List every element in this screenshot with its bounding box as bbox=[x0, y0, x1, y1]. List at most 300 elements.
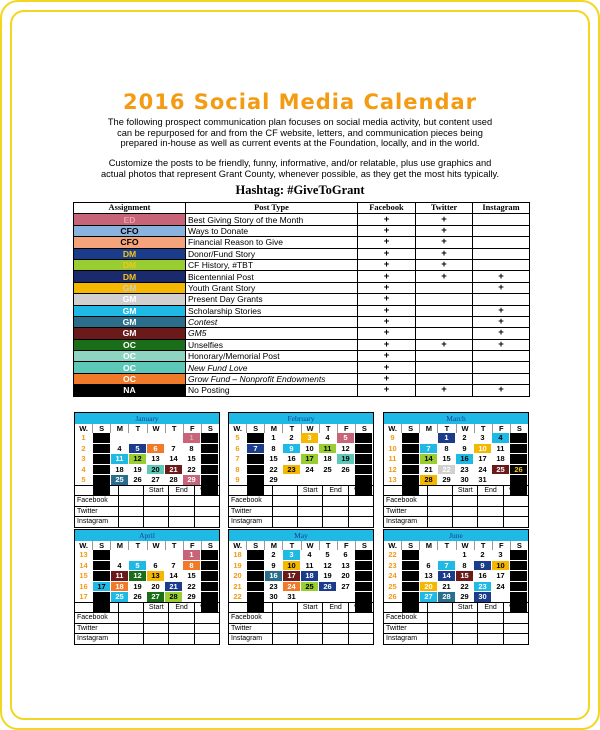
day-cell[interactable] bbox=[355, 444, 373, 455]
day-cell[interactable]: 28 bbox=[165, 592, 183, 603]
footer-input-cell[interactable] bbox=[478, 517, 503, 526]
footer-input-cell[interactable] bbox=[453, 624, 478, 633]
day-cell[interactable]: 22 bbox=[183, 582, 201, 593]
day-cell[interactable]: 14 bbox=[420, 454, 438, 465]
footer-input-cell[interactable] bbox=[323, 624, 348, 633]
day-cell[interactable]: 7 bbox=[165, 561, 183, 572]
day-cell[interactable] bbox=[510, 550, 528, 561]
footer-input-cell[interactable] bbox=[119, 624, 144, 633]
day-cell[interactable]: 30 bbox=[474, 592, 492, 603]
day-cell[interactable]: 25 bbox=[301, 582, 319, 593]
footer-input-cell[interactable] bbox=[229, 603, 273, 612]
footer-input-cell[interactable] bbox=[273, 486, 298, 495]
day-cell[interactable] bbox=[402, 582, 420, 593]
day-cell[interactable] bbox=[247, 454, 265, 465]
day-cell[interactable] bbox=[510, 592, 528, 603]
day-cell[interactable] bbox=[129, 433, 147, 444]
day-cell[interactable]: 15 bbox=[438, 454, 456, 465]
day-cell[interactable]: 22 bbox=[265, 465, 283, 476]
day-cell[interactable]: 24 bbox=[474, 465, 492, 476]
day-cell[interactable] bbox=[111, 433, 129, 444]
footer-input-cell[interactable] bbox=[504, 624, 528, 633]
day-cell[interactable]: 13 bbox=[420, 571, 438, 582]
day-cell[interactable] bbox=[247, 582, 265, 593]
footer-input-cell[interactable] bbox=[75, 603, 119, 612]
day-cell[interactable] bbox=[355, 592, 373, 603]
day-cell[interactable]: 2 bbox=[283, 433, 301, 444]
day-cell[interactable]: 1 bbox=[456, 550, 474, 561]
day-cell[interactable] bbox=[201, 454, 219, 465]
day-cell[interactable] bbox=[420, 550, 438, 561]
day-cell[interactable]: 27 bbox=[420, 592, 438, 603]
footer-input-cell[interactable] bbox=[169, 507, 194, 516]
footer-input-cell[interactable] bbox=[169, 624, 194, 633]
day-cell[interactable]: 22 bbox=[438, 465, 456, 476]
footer-input-cell[interactable] bbox=[119, 496, 144, 505]
day-cell[interactable]: 4 bbox=[301, 550, 319, 561]
day-cell[interactable]: 21 bbox=[165, 465, 183, 476]
footer-input-cell[interactable] bbox=[195, 634, 219, 643]
day-cell[interactable]: 9 bbox=[474, 561, 492, 572]
day-cell[interactable] bbox=[510, 454, 528, 465]
day-cell[interactable] bbox=[201, 465, 219, 476]
day-cell[interactable]: 26 bbox=[129, 592, 147, 603]
day-cell[interactable]: 24 bbox=[492, 582, 510, 593]
footer-input-cell[interactable] bbox=[323, 634, 348, 643]
footer-input-cell[interactable] bbox=[453, 496, 478, 505]
day-cell[interactable] bbox=[93, 550, 111, 561]
footer-input-cell[interactable] bbox=[453, 613, 478, 622]
footer-input-cell[interactable] bbox=[195, 507, 219, 516]
day-cell[interactable]: 20 bbox=[420, 582, 438, 593]
footer-input-cell[interactable] bbox=[384, 486, 428, 495]
day-cell[interactable] bbox=[201, 561, 219, 572]
day-cell[interactable]: 24 bbox=[283, 582, 301, 593]
day-cell[interactable]: 16 bbox=[283, 454, 301, 465]
day-cell[interactable]: 23 bbox=[265, 582, 283, 593]
day-cell[interactable] bbox=[247, 475, 265, 486]
day-cell[interactable]: 20 bbox=[147, 582, 165, 593]
day-cell[interactable]: 8 bbox=[265, 444, 283, 455]
day-cell[interactable]: 19 bbox=[337, 454, 355, 465]
day-cell[interactable] bbox=[337, 475, 355, 486]
day-cell[interactable]: 10 bbox=[474, 444, 492, 455]
footer-input-cell[interactable] bbox=[119, 507, 144, 516]
day-cell[interactable]: 31 bbox=[283, 592, 301, 603]
day-cell[interactable]: 20 bbox=[147, 465, 165, 476]
day-cell[interactable]: 27 bbox=[337, 582, 355, 593]
day-cell[interactable]: 4 bbox=[319, 433, 337, 444]
day-cell[interactable]: 13 bbox=[147, 454, 165, 465]
day-cell[interactable] bbox=[402, 454, 420, 465]
footer-input-cell[interactable] bbox=[504, 517, 528, 526]
footer-input-cell[interactable] bbox=[195, 517, 219, 526]
day-cell[interactable]: 4 bbox=[111, 444, 129, 455]
day-cell[interactable]: 17 bbox=[93, 582, 111, 593]
footer-input-cell[interactable] bbox=[195, 496, 219, 505]
day-cell[interactable] bbox=[438, 550, 456, 561]
day-cell[interactable]: 19 bbox=[319, 571, 337, 582]
footer-input-cell[interactable] bbox=[195, 624, 219, 633]
footer-input-cell[interactable] bbox=[349, 517, 373, 526]
day-cell[interactable]: 22 bbox=[456, 582, 474, 593]
intro-paragraph-2: Customize the posts to be friendly, funny, informative, and/or relatable, plus use graphics and actual photos that represent Grant County, whenever possible, as they get the most hits typically. bbox=[100, 158, 500, 179]
footer-input-cell[interactable] bbox=[453, 634, 478, 643]
day-cell[interactable]: 29 bbox=[456, 592, 474, 603]
day-cell[interactable]: 26 bbox=[319, 582, 337, 593]
day-cell[interactable]: 10 bbox=[492, 561, 510, 572]
day-cell[interactable] bbox=[247, 571, 265, 582]
day-cell[interactable] bbox=[247, 433, 265, 444]
day-cell[interactable]: 13 bbox=[337, 561, 355, 572]
day-cell[interactable]: 25 bbox=[111, 592, 129, 603]
day-cell[interactable]: 16 bbox=[474, 571, 492, 582]
footer-input-cell[interactable] bbox=[273, 624, 298, 633]
footer-input-cell[interactable] bbox=[323, 517, 348, 526]
day-cell[interactable] bbox=[165, 550, 183, 561]
footer-input-cell[interactable] bbox=[119, 486, 144, 495]
day-cell[interactable]: 16 bbox=[456, 454, 474, 465]
day-cell[interactable] bbox=[147, 550, 165, 561]
day-cell[interactable]: 25 bbox=[319, 465, 337, 476]
day-cell[interactable]: 15 bbox=[183, 571, 201, 582]
day-cell[interactable] bbox=[93, 475, 111, 486]
footer-input-cell[interactable] bbox=[273, 613, 298, 622]
footer-input-cell[interactable] bbox=[144, 517, 169, 526]
day-cell[interactable] bbox=[355, 571, 373, 582]
day-cell[interactable]: 27 bbox=[147, 592, 165, 603]
day-cell[interactable] bbox=[402, 592, 420, 603]
footer-input-cell[interactable] bbox=[144, 613, 169, 622]
day-cell[interactable]: 2 bbox=[265, 550, 283, 561]
day-cell[interactable]: 26 bbox=[337, 465, 355, 476]
footer-input-cell[interactable] bbox=[428, 613, 453, 622]
day-cell[interactable]: 7 bbox=[438, 561, 456, 572]
day-cell[interactable] bbox=[510, 582, 528, 593]
footer-input-cell[interactable] bbox=[169, 613, 194, 622]
day-cell[interactable] bbox=[201, 550, 219, 561]
day-cell[interactable]: 27 bbox=[147, 475, 165, 486]
day-cell[interactable]: 9 bbox=[283, 444, 301, 455]
footer-input-cell[interactable] bbox=[298, 613, 323, 622]
day-cell[interactable]: 17 bbox=[474, 454, 492, 465]
day-cell[interactable]: 11 bbox=[111, 571, 129, 582]
day-cell[interactable]: 7 bbox=[165, 444, 183, 455]
day-cell[interactable] bbox=[402, 433, 420, 444]
footer-input-cell[interactable] bbox=[478, 613, 503, 622]
footer-input-cell[interactable] bbox=[298, 496, 323, 505]
footer-input-cell[interactable] bbox=[144, 624, 169, 633]
footer-input-cell[interactable] bbox=[169, 634, 194, 643]
day-cell[interactable] bbox=[111, 550, 129, 561]
day-cell[interactable]: 24 bbox=[301, 465, 319, 476]
day-cell[interactable]: 30 bbox=[456, 475, 474, 486]
day-cell[interactable]: 5 bbox=[129, 561, 147, 572]
footer-input-cell[interactable] bbox=[428, 507, 453, 516]
month-name: January bbox=[75, 413, 219, 424]
day-cell[interactable]: 9 bbox=[265, 561, 283, 572]
footer-input-cell[interactable] bbox=[119, 613, 144, 622]
day-cell[interactable]: 18 bbox=[301, 571, 319, 582]
day-cell[interactable]: 5 bbox=[129, 444, 147, 455]
footer-input-cell[interactable] bbox=[428, 486, 453, 495]
day-cell[interactable]: 8 bbox=[183, 561, 201, 572]
footer-input-cell[interactable] bbox=[478, 507, 503, 516]
day-cell[interactable]: 8 bbox=[456, 561, 474, 572]
day-cell[interactable]: 15 bbox=[456, 571, 474, 582]
footer-input-cell[interactable] bbox=[428, 496, 453, 505]
day-cell[interactable] bbox=[247, 561, 265, 572]
day-cell[interactable]: 14 bbox=[438, 571, 456, 582]
day-cell[interactable] bbox=[355, 561, 373, 572]
day-cell[interactable] bbox=[402, 561, 420, 572]
footer-input-cell[interactable] bbox=[504, 613, 528, 622]
day-cell[interactable]: 21 bbox=[438, 582, 456, 593]
footer-input-cell[interactable] bbox=[428, 603, 453, 612]
footer-input-cell[interactable] bbox=[195, 613, 219, 622]
day-cell[interactable]: 12 bbox=[129, 571, 147, 582]
day-cell[interactable]: 4 bbox=[492, 433, 510, 444]
day-cell[interactable] bbox=[510, 571, 528, 582]
day-cell[interactable] bbox=[201, 582, 219, 593]
day-cell[interactable] bbox=[492, 475, 510, 486]
day-cell[interactable]: 19 bbox=[129, 465, 147, 476]
day-cell[interactable]: 12 bbox=[337, 444, 355, 455]
footer-input-cell[interactable] bbox=[349, 613, 373, 622]
day-cell[interactable] bbox=[201, 592, 219, 603]
footer-input-cell[interactable] bbox=[428, 517, 453, 526]
week-row bbox=[384, 582, 528, 593]
day-cell[interactable] bbox=[420, 433, 438, 444]
day-cell[interactable] bbox=[319, 475, 337, 486]
footer-input-cell[interactable] bbox=[428, 624, 453, 633]
page-title: 2016 Social Media Calendar bbox=[122, 90, 478, 114]
day-cell[interactable] bbox=[402, 550, 420, 561]
footer-input-cell[interactable] bbox=[273, 517, 298, 526]
week-row bbox=[384, 454, 528, 465]
footer-input-cell[interactable] bbox=[273, 507, 298, 516]
day-cell[interactable] bbox=[492, 592, 510, 603]
footer-input-cell[interactable] bbox=[428, 634, 453, 643]
day-cell[interactable]: 11 bbox=[111, 454, 129, 465]
footer-input-cell[interactable] bbox=[298, 634, 323, 643]
day-cell[interactable]: 28 bbox=[420, 475, 438, 486]
footer-input-cell[interactable] bbox=[453, 517, 478, 526]
day-cell[interactable] bbox=[201, 444, 219, 455]
day-cell[interactable]: 8 bbox=[183, 444, 201, 455]
day-cell[interactable] bbox=[510, 561, 528, 572]
day-cell[interactable]: 11 bbox=[319, 444, 337, 455]
day-cell[interactable]: 17 bbox=[301, 454, 319, 465]
day-cell[interactable] bbox=[355, 475, 373, 486]
day-cell[interactable]: 17 bbox=[283, 571, 301, 582]
footer-input-cell[interactable] bbox=[504, 496, 528, 505]
day-cell[interactable] bbox=[402, 475, 420, 486]
footer-input-cell[interactable] bbox=[169, 496, 194, 505]
day-cell[interactable] bbox=[165, 433, 183, 444]
day-cell[interactable]: 14 bbox=[165, 571, 183, 582]
footer-input-cell[interactable] bbox=[119, 634, 144, 643]
day-cell[interactable]: 23 bbox=[474, 582, 492, 593]
footer-input-cell[interactable] bbox=[384, 603, 428, 612]
day-cell[interactable]: 7 bbox=[420, 444, 438, 455]
day-cell[interactable]: 6 bbox=[147, 561, 165, 572]
day-cell[interactable] bbox=[510, 475, 528, 486]
day-cell[interactable] bbox=[510, 433, 528, 444]
day-cell[interactable] bbox=[93, 454, 111, 465]
day-cell[interactable]: 25 bbox=[111, 475, 129, 486]
day-cell[interactable]: 23 bbox=[456, 465, 474, 476]
footer-input-cell[interactable] bbox=[504, 507, 528, 516]
day-cell[interactable]: 3 bbox=[283, 550, 301, 561]
day-cell[interactable]: 6 bbox=[420, 561, 438, 572]
day-cell[interactable] bbox=[355, 433, 373, 444]
footer-input-cell[interactable] bbox=[298, 624, 323, 633]
day-cell[interactable]: 3 bbox=[474, 433, 492, 444]
day-cell[interactable] bbox=[510, 444, 528, 455]
day-cell[interactable]: 18 bbox=[111, 465, 129, 476]
day-cell[interactable]: 1 bbox=[183, 550, 201, 561]
day-cell[interactable]: 30 bbox=[265, 592, 283, 603]
footer-input-cell[interactable] bbox=[273, 603, 298, 612]
day-cell[interactable]: 6 bbox=[147, 444, 165, 455]
footer-input-cell[interactable] bbox=[75, 486, 119, 495]
footer-input-cell[interactable] bbox=[119, 603, 144, 612]
footer-input-cell[interactable] bbox=[478, 634, 503, 643]
day-cell[interactable]: 9 bbox=[456, 444, 474, 455]
day-cell[interactable]: 18 bbox=[111, 582, 129, 593]
day-cell[interactable]: 22 bbox=[183, 465, 201, 476]
weekday-label: T bbox=[166, 541, 184, 550]
day-cell[interactable] bbox=[355, 550, 373, 561]
day-cell[interactable]: 6 bbox=[337, 550, 355, 561]
footer-input-cell[interactable] bbox=[323, 613, 348, 622]
day-cell[interactable] bbox=[402, 571, 420, 582]
day-cell[interactable] bbox=[319, 592, 337, 603]
day-cell[interactable]: 7 bbox=[247, 444, 265, 455]
footer-input-cell[interactable] bbox=[229, 486, 273, 495]
day-cell[interactable]: 29 bbox=[183, 592, 201, 603]
footer-input-cell[interactable] bbox=[478, 624, 503, 633]
day-cell[interactable] bbox=[247, 592, 265, 603]
footer-input-cell[interactable] bbox=[349, 507, 373, 516]
day-cell[interactable]: 3 bbox=[301, 433, 319, 444]
day-cell[interactable]: 1 bbox=[438, 433, 456, 444]
day-cell[interactable]: 18 bbox=[492, 454, 510, 465]
footer-input-cell[interactable] bbox=[349, 634, 373, 643]
day-cell[interactable] bbox=[93, 592, 111, 603]
day-cell[interactable]: 3 bbox=[492, 550, 510, 561]
day-cell[interactable]: 29 bbox=[265, 475, 283, 486]
day-cell[interactable]: 21 bbox=[420, 465, 438, 476]
day-cell[interactable]: 29 bbox=[183, 475, 201, 486]
footer-input-cell[interactable] bbox=[144, 634, 169, 643]
day-cell[interactable]: 15 bbox=[265, 454, 283, 465]
day-cell[interactable]: 28 bbox=[165, 475, 183, 486]
day-cell[interactable]: 28 bbox=[438, 592, 456, 603]
day-cell[interactable] bbox=[247, 465, 265, 476]
day-cell[interactable]: 21 bbox=[165, 582, 183, 593]
day-cell[interactable]: 5 bbox=[319, 550, 337, 561]
day-cell[interactable]: 18 bbox=[319, 454, 337, 465]
day-cell[interactable]: 10 bbox=[301, 444, 319, 455]
footer-input-cell[interactable] bbox=[349, 624, 373, 633]
day-cell[interactable]: 12 bbox=[129, 454, 147, 465]
day-cell[interactable] bbox=[201, 571, 219, 582]
day-cell[interactable] bbox=[247, 550, 265, 561]
footer-input-cell[interactable] bbox=[323, 507, 348, 516]
day-cell[interactable]: 14 bbox=[165, 454, 183, 465]
footer-input-cell[interactable] bbox=[273, 634, 298, 643]
day-cell[interactable]: 26 bbox=[129, 475, 147, 486]
footer-input-cell[interactable] bbox=[453, 507, 478, 516]
day-cell[interactable] bbox=[337, 592, 355, 603]
day-cell[interactable] bbox=[93, 444, 111, 455]
day-cell[interactable]: 8 bbox=[438, 444, 456, 455]
day-cell[interactable]: 1 bbox=[265, 433, 283, 444]
day-cell[interactable] bbox=[402, 465, 420, 476]
footer-input-cell[interactable] bbox=[323, 496, 348, 505]
day-cell[interactable]: 16 bbox=[265, 571, 283, 582]
day-cell[interactable]: 2 bbox=[474, 550, 492, 561]
footer-input-cell[interactable] bbox=[273, 496, 298, 505]
footer-input-cell[interactable] bbox=[504, 634, 528, 643]
day-cell[interactable] bbox=[402, 444, 420, 455]
day-cell[interactable] bbox=[129, 550, 147, 561]
day-cell[interactable] bbox=[93, 561, 111, 572]
day-cell[interactable]: 5 bbox=[337, 433, 355, 444]
day-cell[interactable] bbox=[355, 582, 373, 593]
day-cell[interactable] bbox=[93, 465, 111, 476]
footer-input-cell[interactable] bbox=[144, 496, 169, 505]
day-cell[interactable] bbox=[355, 465, 373, 476]
day-cell[interactable] bbox=[201, 475, 219, 486]
day-cell[interactable]: 25 bbox=[492, 465, 510, 476]
footer-input-cell[interactable] bbox=[144, 507, 169, 516]
day-cell[interactable]: 19 bbox=[129, 582, 147, 593]
day-cell[interactable]: 23 bbox=[283, 465, 301, 476]
day-cell[interactable] bbox=[147, 433, 165, 444]
day-cell[interactable]: 4 bbox=[111, 561, 129, 572]
day-cell[interactable]: 15 bbox=[183, 454, 201, 465]
day-cell[interactable] bbox=[93, 571, 111, 582]
footer-input-cell[interactable] bbox=[298, 517, 323, 526]
day-cell[interactable]: 12 bbox=[319, 561, 337, 572]
day-cell[interactable]: 29 bbox=[438, 475, 456, 486]
footer-input-cell[interactable] bbox=[298, 507, 323, 516]
day-cell[interactable] bbox=[301, 592, 319, 603]
day-cell[interactable] bbox=[355, 454, 373, 465]
day-cell[interactable] bbox=[93, 433, 111, 444]
day-cell[interactable] bbox=[283, 475, 301, 486]
footer-input-cell[interactable] bbox=[119, 517, 144, 526]
day-cell[interactable]: 13 bbox=[147, 571, 165, 582]
day-cell[interactable] bbox=[301, 475, 319, 486]
day-cell[interactable]: 26 bbox=[510, 465, 528, 476]
day-cell[interactable]: 2 bbox=[456, 433, 474, 444]
day-cell[interactable]: 31 bbox=[474, 475, 492, 486]
day-cell[interactable]: 20 bbox=[337, 571, 355, 582]
footer-input-cell[interactable] bbox=[349, 496, 373, 505]
day-cell[interactable]: 11 bbox=[492, 444, 510, 455]
footer-input-cell[interactable] bbox=[478, 496, 503, 505]
day-cell[interactable]: 11 bbox=[301, 561, 319, 572]
day-cell[interactable]: 2 bbox=[201, 433, 219, 444]
day-cell[interactable]: 17 bbox=[492, 571, 510, 582]
footer-input-cell[interactable] bbox=[169, 517, 194, 526]
day-cell[interactable]: 1 bbox=[183, 433, 201, 444]
day-cell[interactable]: 10 bbox=[283, 561, 301, 572]
